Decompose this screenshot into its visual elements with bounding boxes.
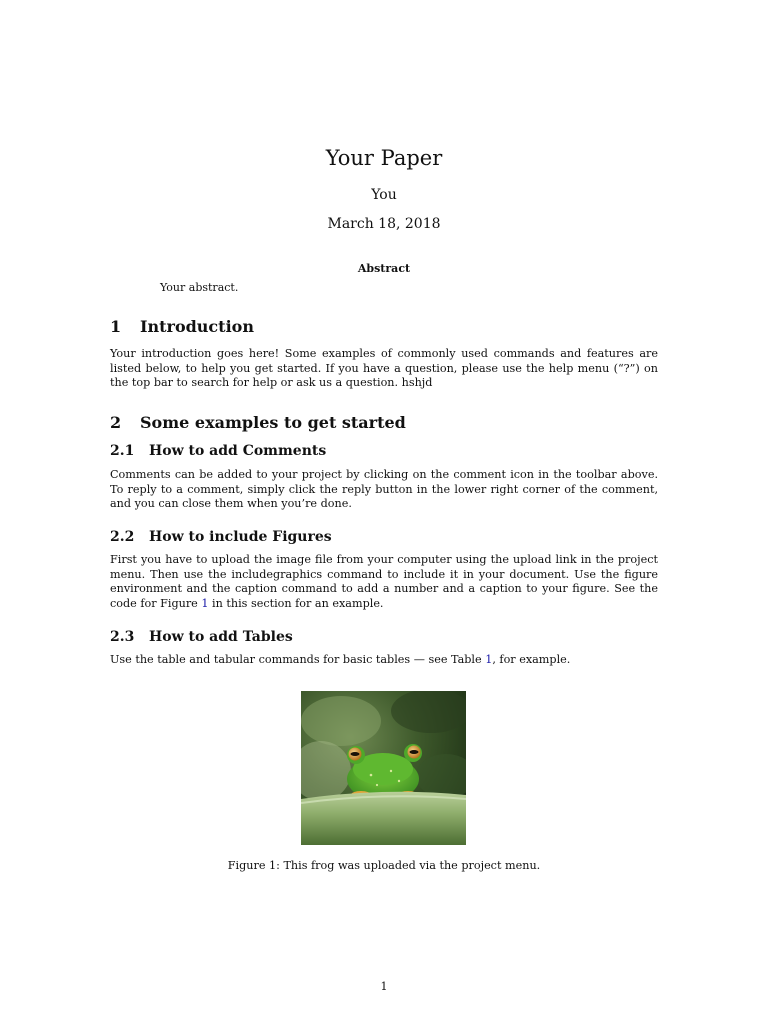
figures-paragraph: [110, 553, 658, 612]
abstract-heading: Abstract: [357, 262, 411, 275]
page-number: 1: [380, 980, 388, 993]
section-number: 1: [110, 317, 122, 336]
subsection-heading-tables: [110, 629, 293, 645]
section-heading-examples: [110, 413, 406, 432]
subsection-heading-figures: [110, 529, 332, 545]
subsection-title: How to add Comments: [149, 443, 327, 459]
subsection-number: 2.2: [110, 529, 135, 545]
figure-caption: Figure 1: This frog was uploaded via the project menu.: [227, 859, 541, 872]
paper-date: March 18, 2018: [327, 216, 441, 232]
comments-paragraph: Comments can be added to your project by clicking on the comment icon in the toolbar above. To reply to a comment, simply click the reply button in the lower right corner of the comment, and you can close them when you’re done.: [110, 468, 658, 511]
section-title: Some examples to get started: [140, 413, 406, 432]
figure-reference-link[interactable]: 1: [201, 597, 209, 611]
table-reference-link[interactable]: 1: [485, 653, 493, 666]
paragraph-text: First you have to upload the image file from your computer using the upload link in the project menu. Then use the includegraphics command to include it in your document. Use the figure environment and the caption command to add a number and a caption to your figure. See the code for Figure: [110, 553, 658, 611]
paragraph-text: , for example.: [492, 653, 571, 666]
subsection-title: How to add Tables: [149, 629, 293, 645]
section-title: Introduction: [140, 317, 254, 336]
section-number: 2: [110, 413, 122, 432]
introduction-paragraph: Your introduction goes here! Some examples of commonly used commands and features are listed below, to help you get started. If you have a question, please use the help menu (“?”) on the top bar to search for help or ask us a question. hshjd: [110, 347, 658, 390]
tables-paragraph: [110, 653, 658, 668]
paragraph-text: Use the table and tabular commands for basic tables — see Table: [110, 653, 486, 666]
subsection-number: 2.3: [110, 629, 135, 645]
paper-title: Your Paper: [325, 146, 443, 170]
subsection-number: 2.1: [110, 443, 135, 459]
frog-photo: [301, 691, 466, 845]
abstract-text: Your abstract.: [160, 281, 239, 294]
section-heading-introduction: [110, 317, 254, 336]
subsection-title: How to include Figures: [149, 529, 332, 545]
paragraph-text: in this section for an example.: [208, 597, 384, 611]
subsection-heading-comments: [110, 443, 326, 459]
paper-author: You: [371, 187, 397, 203]
